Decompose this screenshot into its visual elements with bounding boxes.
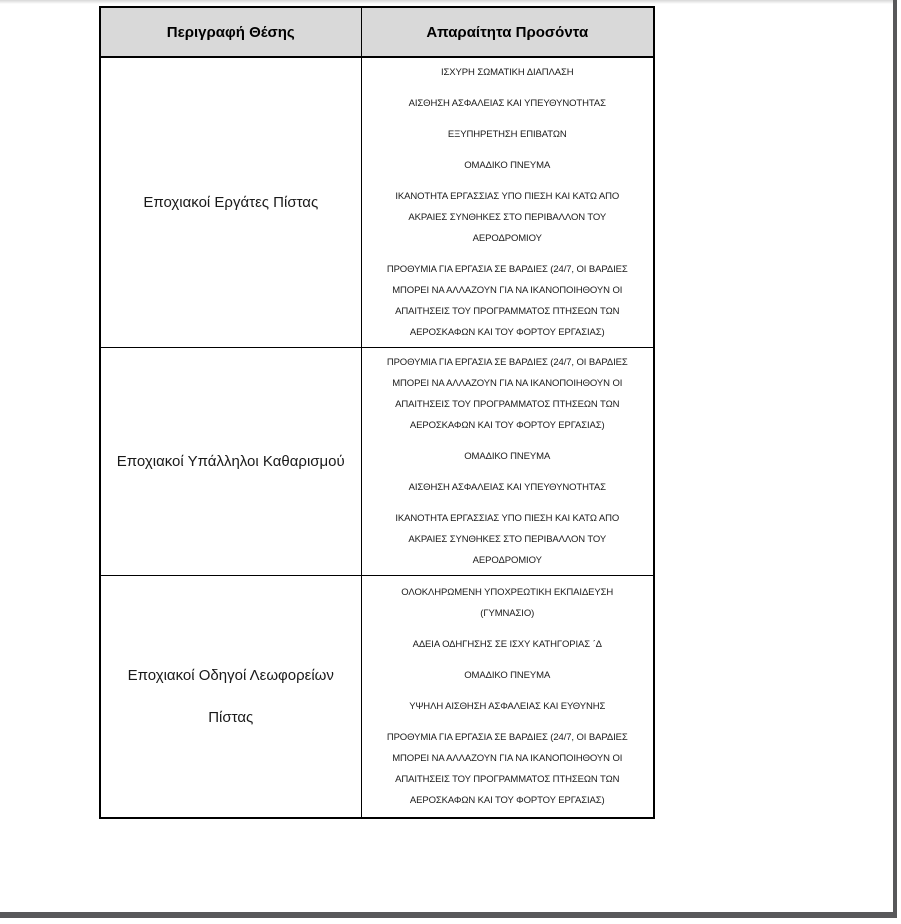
qualification-item: ΥΨΗΛΗ ΑΙΣΘΗΣΗ ΑΣΦΑΛΕΙΑΣ ΚΑΙ ΕΥΘΥΝΗΣ (409, 701, 606, 712)
table-row (100, 576, 654, 819)
qualification-item: ΑΙΣΘΗΣΗ ΑΣΦΑΛΕΙΑΣ ΚΑΙ ΥΠΕΥΘΥΝΟΤΗΤΑΣ (408, 482, 606, 493)
qualification-item: ΑΙΣΘΗΣΗ ΑΣΦΑΛΕΙΑΣ ΚΑΙ ΥΠΕΥΘΥΝΟΤΗΤΑΣ (408, 98, 606, 109)
qualifications-cell (361, 348, 654, 576)
header-row (100, 7, 654, 57)
page-edge-right (893, 0, 897, 918)
qualification-item: ΟΜΑΔΙΚΟ ΠΝΕΥΜΑ (464, 160, 551, 171)
table-row (100, 57, 654, 348)
qualification-item: ΑΔΕΙΑ ΟΔΗΓΗΣΗΣ ΣΕ ΙΣΧΥ ΚΑΤΗΓΟΡΙΑΣ ΄Δ (412, 639, 602, 650)
page-top-shadow (0, 0, 893, 4)
qualifications-cell (361, 57, 654, 348)
qualification-item: ΠΡΟΘΥΜΙΑ ΓΙΑ ΕΡΓΑΣΙΑ ΣΕ ΒΑΡΔΙΕΣ (24/7, ΟΙ ΒΑΡΔΙΕΣ ΜΠΟΡΕΙ ΝΑ ΑΛΛΑΖΟΥΝ ΓΙΑ ΝΑ ΙΚΑΝΟΠΟΙΗΘΟΥΝ ΟΙ ΑΠΑΙΤΗΣΕΙΣ ΤΟΥ ΠΡΟΓΡΑΜΜΑΤΟΣ ΠΤΗΣΕΩΝ ΤΩΝ ΑΕΡΟΣΚΑΦΩΝ ΚΑΙ ΤΟΥ ΦΟΡΤΟΥ ΕΡΓΑΣΙΑΣ) (386, 732, 628, 806)
positions-table (99, 6, 655, 819)
qualification-item: ΟΜΑΔΙΚΟ ΠΝΕΥΜΑ (464, 670, 551, 681)
qualification-item: ΟΛΟΚΛΗΡΩΜΕΝΗ ΥΠΟΧΡΕΩΤΙΚΗ ΕΚΠΑΙΔΕΥΣΗ (ΓΥΜΝΑΣΙΟ) (401, 587, 614, 619)
position-cell: Εποχιακοί Εργάτες Πίστας (100, 57, 361, 348)
position-cell: Εποχιακοί Οδηγοί Λεωφορείων Πίστας (100, 576, 361, 819)
qualification-item: ΕΞΥΠΗΡΕΤΗΣΗ ΕΠΙΒΑΤΩΝ (447, 129, 567, 140)
qualification-item: ΙΚΑΝΟΤΗΤΑ ΕΡΓΑΣΣΙΑΣ ΥΠΟ ΠΙΕΣΗ ΚΑΙ ΚΑΤΩ ΑΠΟ ΑΚΡΑΙΕΣ ΣΥΝΘΗΚΕΣ ΣΤΟ ΠΕΡΙΒΑΛΛΟΝ ΤΟΥ ΑΕΡΟΔΡΟΜΙΟΥ (395, 191, 620, 244)
qualification-item: ΟΜΑΔΙΚΟ ΠΝΕΥΜΑ (464, 451, 551, 462)
qualification-item: ΙΚΑΝΟΤΗΤΑ ΕΡΓΑΣΣΙΑΣ ΥΠΟ ΠΙΕΣΗ ΚΑΙ ΚΑΤΩ ΑΠΟ ΑΚΡΑΙΕΣ ΣΥΝΘΗΚΕΣ ΣΤΟ ΠΕΡΙΒΑΛΛΟΝ ΤΟΥ ΑΕΡΟΔΡΟΜΙΟΥ (395, 513, 620, 566)
column-header-qualifications: Απαραίτητα Προσόντα (361, 7, 654, 57)
qualification-item: ΠΡΟΘΥΜΙΑ ΓΙΑ ΕΡΓΑΣΙΑ ΣΕ ΒΑΡΔΙΕΣ (24/7, ΟΙ ΒΑΡΔΙΕΣ ΜΠΟΡΕΙ ΝΑ ΑΛΛΑΖΟΥΝ ΓΙΑ ΝΑ ΙΚΑΝΟΠΟΙΗΘΟΥΝ ΟΙ ΑΠΑΙΤΗΣΕΙΣ ΤΟΥ ΠΡΟΓΡΑΜΜΑΤΟΣ ΠΤΗΣΕΩΝ ΤΩΝ ΑΕΡΟΣΚΑΦΩΝ ΚΑΙ ΤΟΥ ΦΟΡΤΟΥ ΕΡΓΑΣΙΑΣ) (386, 357, 628, 431)
qualification-item: ΠΡΟΘΥΜΙΑ ΓΙΑ ΕΡΓΑΣΙΑ ΣΕ ΒΑΡΔΙΕΣ (24/7, ΟΙ ΒΑΡΔΙΕΣ ΜΠΟΡΕΙ ΝΑ ΑΛΛΑΖΟΥΝ ΓΙΑ ΝΑ ΙΚΑΝΟΠΟΙΗΘΟΥΝ ΟΙ ΑΠΑΙΤΗΣΕΙΣ ΤΟΥ ΠΡΟΓΡΑΜΜΑΤΟΣ ΠΤΗΣΕΩΝ ΤΩΝ ΑΕΡΟΣΚΑΦΩΝ ΚΑΙ ΤΟΥ ΦΟΡΤΟΥ ΕΡΓΑΣΙΑΣ) (386, 264, 628, 338)
position-cell: Εποχιακοί Υπάλληλοι Καθαρισμού (100, 348, 361, 576)
page-edge-bottom (0, 912, 897, 918)
column-header-position: Περιγραφή Θέσης (100, 7, 361, 57)
qualification-item: ΙΣΧΥΡΗ ΣΩΜΑΤΙΚΗ ΔΙΑΠΛΑΣΗ (441, 67, 574, 78)
qualifications-cell (361, 576, 654, 819)
table-row (100, 348, 654, 576)
